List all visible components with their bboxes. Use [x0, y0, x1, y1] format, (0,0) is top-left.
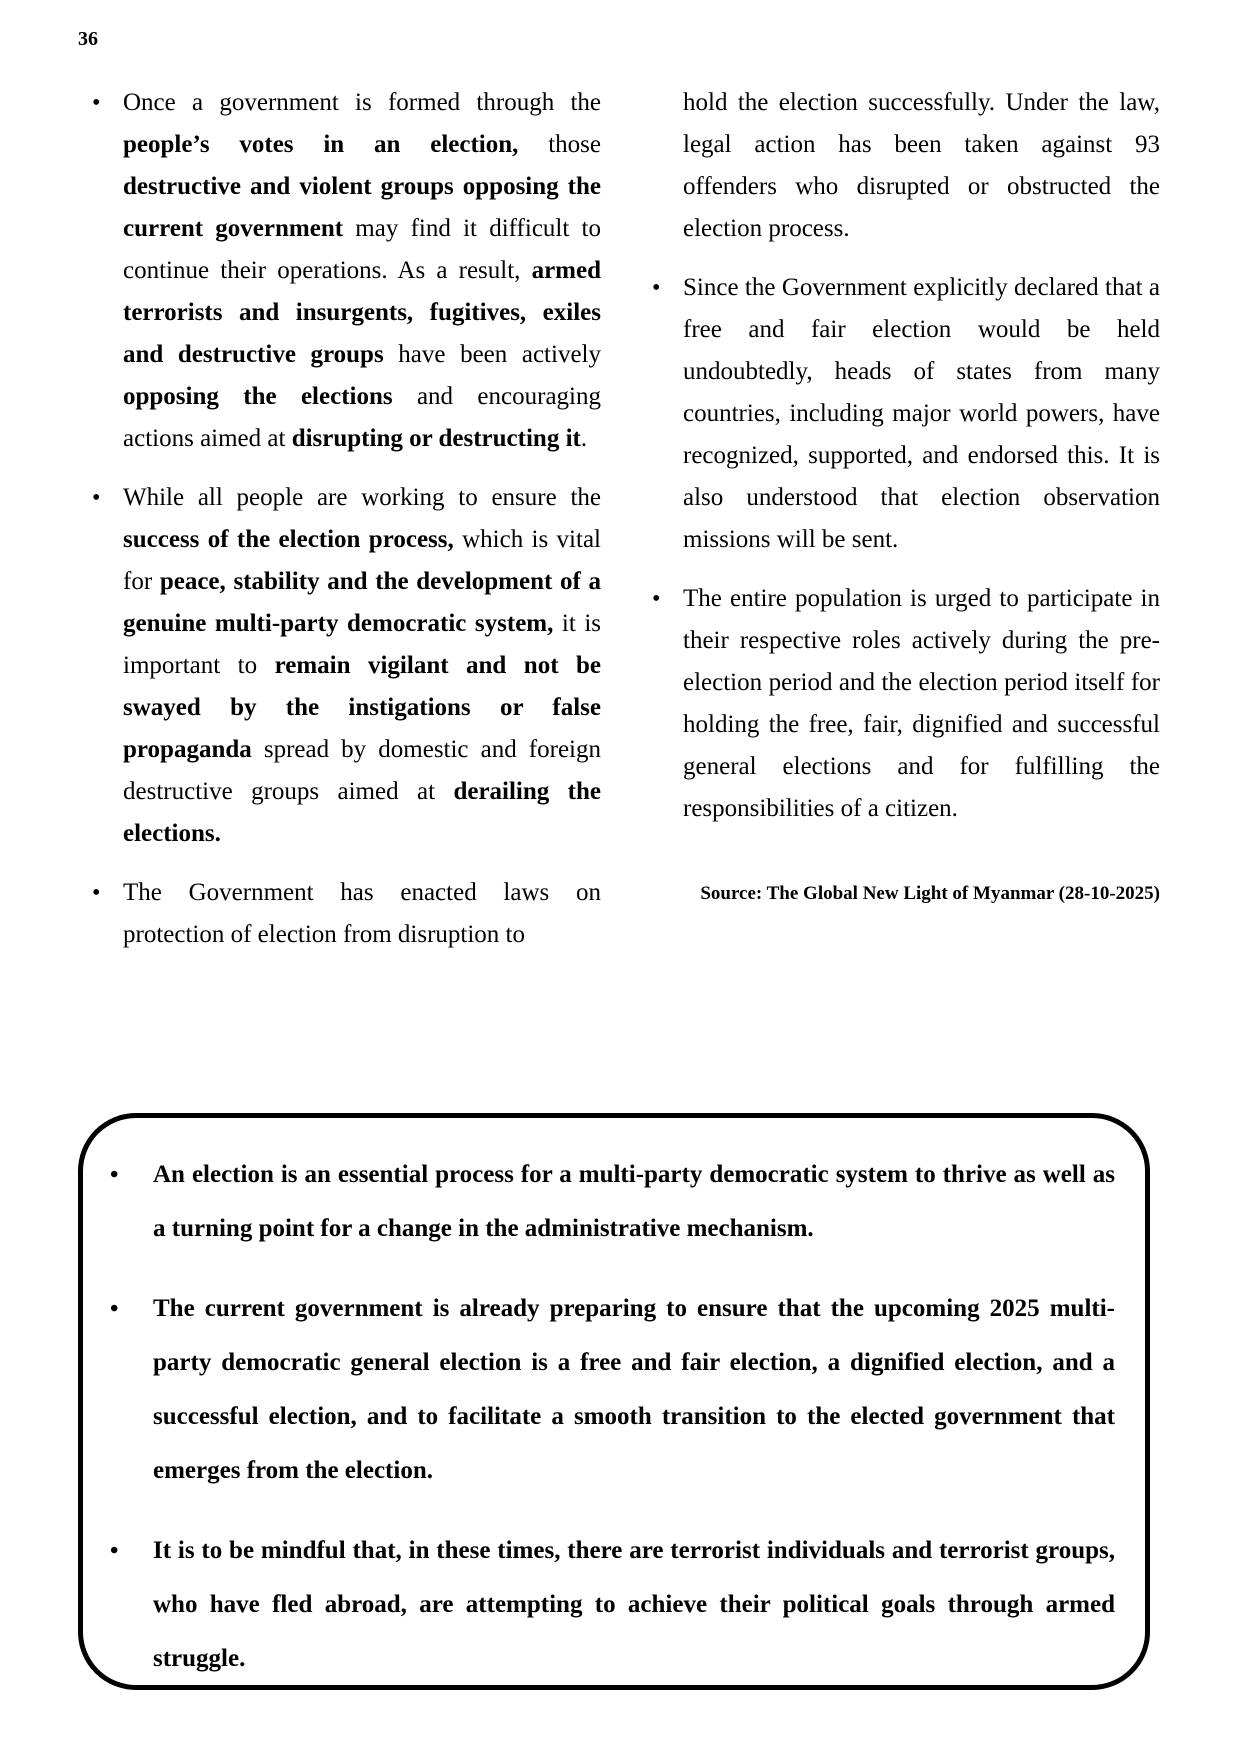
- bold-text: peace, stability and the development of a genuine multi-party democratic system,: [123, 568, 601, 637]
- bold-text: It is to be mindful that, in these times, there are terrorist individuals and terrorist groups, who have fled abroad, are attempting to achieve their political goals through armed struggle.: [153, 1537, 1115, 1672]
- left-column: [90, 82, 601, 973]
- bold-text: people’s votes in an election,: [123, 131, 519, 158]
- source-line: Source: The Global New Light of Myanmar (28-10-2025): [700, 883, 1160, 904]
- bold-text: disrupting or destructing it: [291, 425, 581, 452]
- bold-text: remain vigilant and not be swayed by the instigations or false propaganda: [123, 652, 601, 763]
- bullet-marker: •: [92, 485, 101, 511]
- text: those: [518, 131, 601, 158]
- text: which is vital for: [123, 526, 601, 595]
- text: Since the Government explicitly declared that a free and fair election would be held undoubtedly, heads of states from many countries, including major world powers, have recognized, supported, and endorsed this. It is also understood that election observation missions will be sent.: [683, 274, 1160, 553]
- bold-text: An election is an essential process for a multi-party democratic system to thrive as well as a turning point for a change in the administrative mechanism.: [153, 1161, 1115, 1242]
- right-column-list: [650, 82, 1160, 830]
- text: The entire population is urged to participate in their respective roles actively during the pre-election period and the election period itself for holding the free, fair, dignified and successful general elections and for fulfilling the responsibilities of a citizen.: [683, 585, 1160, 822]
- bullet-item: [83, 1282, 1115, 1498]
- bullet-marker: •: [110, 1296, 119, 1322]
- summary-box: [78, 1113, 1150, 1690]
- bullet-marker: •: [110, 1162, 119, 1188]
- page-number: 36: [78, 28, 98, 50]
- bold-text: destructive and violent groups opposing the current government: [123, 173, 601, 242]
- bullet-item: [83, 1524, 1115, 1686]
- bullet-item: [90, 82, 601, 460]
- bold-text: derailing the elections.: [123, 778, 601, 847]
- bullet-item: [83, 1148, 1115, 1256]
- bold-text: The current government is already preparing to ensure that the upcoming 2025 multi-party democratic general election is a free and fair election, a dignified election, and a successful election, and to facilitate a smooth transition to the elected government that emerges from the election.: [153, 1295, 1115, 1484]
- right-column: [650, 82, 1160, 906]
- text: hold the election successfully. Under the law, legal action has been taken against 93 offenders who disrupted or obstructed the election process.: [683, 89, 1160, 242]
- text: it is important to: [123, 610, 601, 679]
- bold-text: success of the election process,: [123, 526, 454, 553]
- continuation-paragraph: [650, 82, 1160, 250]
- article-columns: [90, 82, 1160, 973]
- text: .: [580, 425, 588, 452]
- text: spread by domestic and foreign destructive groups aimed at: [123, 736, 601, 805]
- bullet-item: [650, 267, 1160, 561]
- bullet-marker: •: [92, 90, 101, 116]
- text: may find it difficult to continue their operations. As a result,: [123, 215, 602, 284]
- bullet-item: [90, 872, 601, 956]
- bullet-marker: •: [92, 880, 101, 906]
- bold-text: armed terrorists and insurgents, fugitives, exiles and destructive groups: [123, 257, 601, 368]
- text: and encouraging actions aimed at: [123, 383, 601, 452]
- text: Once a government is formed through the: [123, 89, 601, 116]
- text: The Government has enacted laws on protection of election from disruption to: [123, 879, 601, 948]
- bullet-item: [650, 578, 1160, 830]
- text: While all people are working to ensure the: [123, 484, 601, 511]
- bullet-item: [90, 477, 601, 855]
- bullet-marker: •: [652, 586, 661, 612]
- summary-box-list: [83, 1148, 1115, 1686]
- bold-text: opposing the elections: [123, 383, 393, 410]
- bullet-marker: •: [110, 1538, 119, 1564]
- bullet-marker: •: [652, 275, 661, 301]
- text: have been actively: [383, 341, 601, 368]
